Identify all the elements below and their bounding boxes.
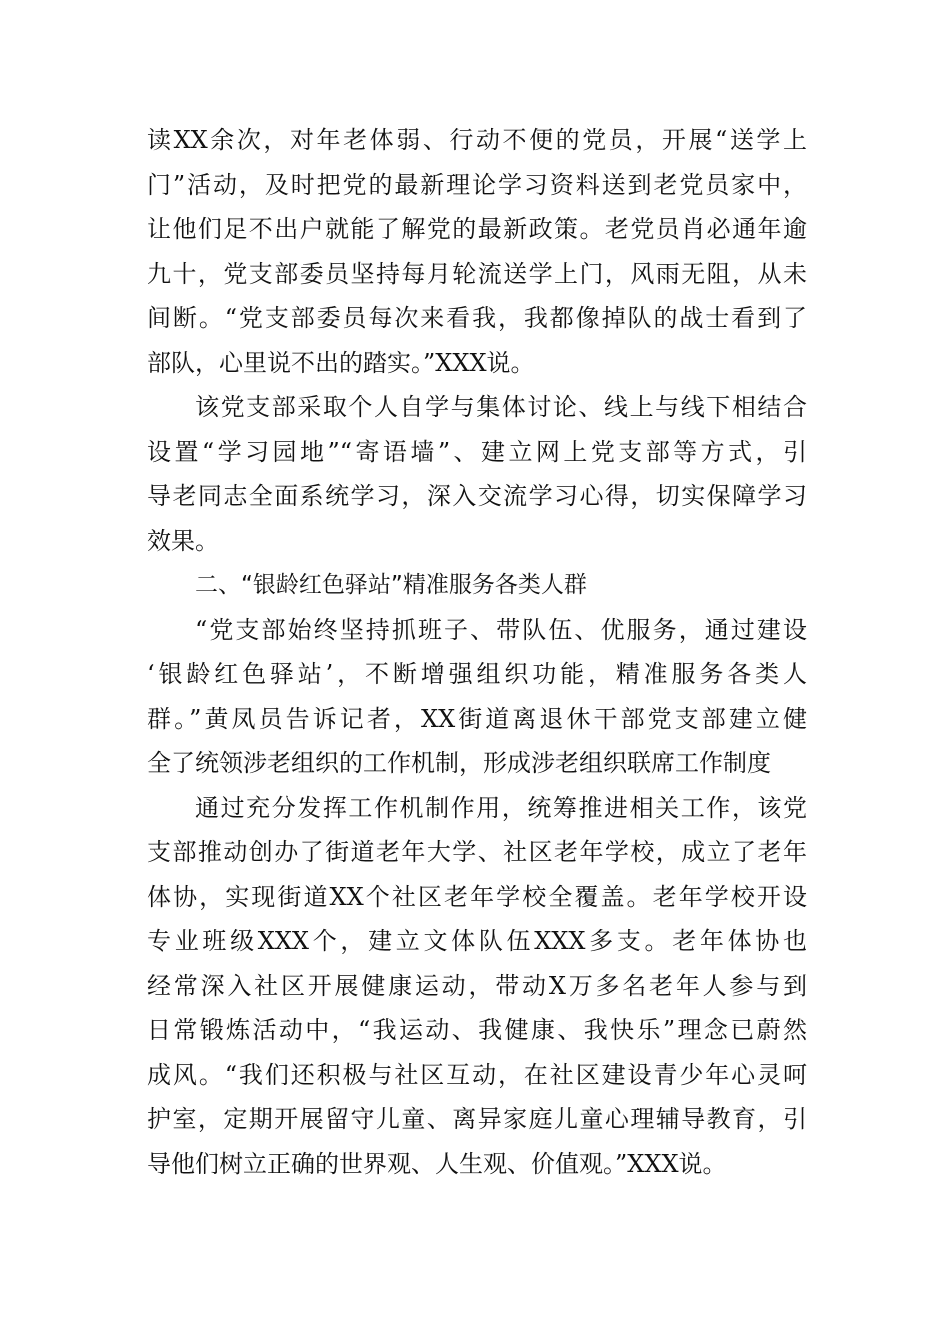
text-line: 导他们树立正确的世界观、人生观、价值观。”XXX说。 [147,1149,727,1178]
document-body [147,118,807,1186]
paragraph-1 [147,118,807,385]
text-line: 该党支部采取个人自学与集体讨论、线上与线下相结合 [195,393,807,421]
text-line: 部队，心里说不出的踏实。”XXX说。 [147,348,535,377]
text-line: 成风。“我们还积极与社区互动，在社区建设青少年心灵呵 [147,1060,807,1089]
text-line: 支部推动创办了街道老年大学、社区老年学校，成立了老年 [147,838,807,866]
text-line: 门”活动，及时把党的最新理论学习资料送到老党员家中， [147,170,807,199]
text-line: 让他们足不出户就能了解党的最新政策。老党员肖必通年逾 [147,215,807,243]
text-line: 体协，实现街道XX个社区老年学校全覆盖。老年学校开设 [147,882,807,911]
text-line: 通过充分发挥工作机制作用，统筹推进相关工作，该党 [195,793,807,822]
paragraph-3 [147,608,807,786]
paragraph-4 [147,786,807,1187]
text-line: 九十，党支部委员坚持每月轮流送学上门，风雨无阻，从未 [147,259,807,288]
text-line: “党支部始终坚持抓班子、带队伍、优服务，通过建设 [195,615,807,644]
text-line: 间断。“党支部委员每次来看我，我都像掉队的战士看到了 [147,304,807,332]
text-line: 读XX余次，对年老体弱、行动不便的党员，开展“送学上 [147,126,807,154]
text-line: 设置“学习园地”“寄语墙”、建立网上党支部等方式，引 [147,437,807,466]
text-line: ‘银龄红色驿站’，不断增强组织功能，精准服务各类人 [147,660,807,688]
text-line: 导老同志全面系统学习，深入交流学习心得，切实保障学习 [147,482,807,510]
section-heading: 二、“银龄红色驿站”精准服务各类人群 [195,572,587,598]
text-line: 群。”黄凤员告诉记者，XX街道离退休干部党支部建立健 [147,704,807,733]
text-line: 日常锻炼活动中，“我运动、我健康、我快乐”理念已蔚然 [147,1016,807,1044]
paragraph-2 [147,385,807,563]
text-line: 专业班级XXX个，建立文体队伍XXX多支。老年体协也 [147,927,807,955]
text-line: 全了统领涉老组织的工作机制，形成涉老组织联席工作制度 [147,749,771,777]
text-line: 效果。 [147,526,219,555]
text-line: 经常深入社区开展健康运动，带动X万多名老年人参与到 [147,971,807,1000]
text-line: 护室，定期开展留守儿童、离异家庭儿童心理辅导教育，引 [147,1105,807,1133]
